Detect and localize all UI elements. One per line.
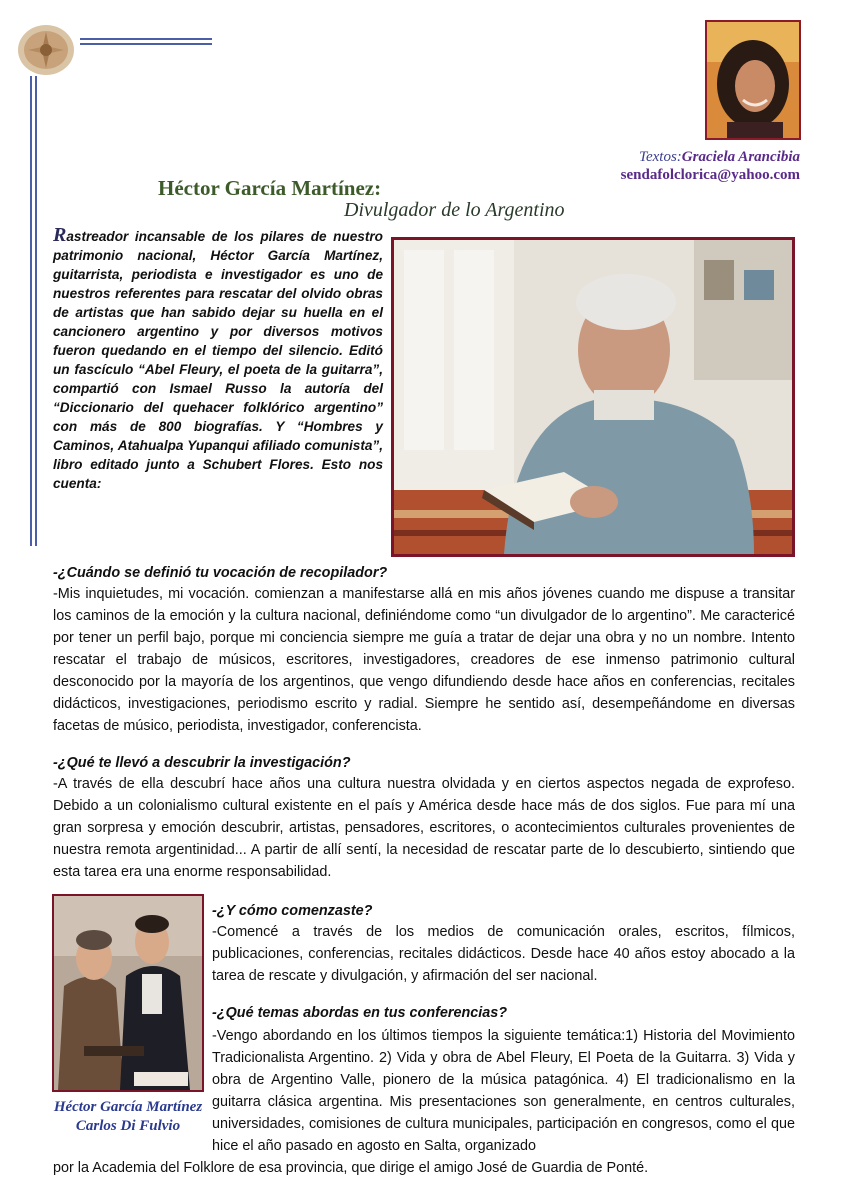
- question-text: -¿Cuándo se definió tu vocación de recopilador?: [53, 565, 388, 581]
- qa-block: [53, 563, 795, 737]
- qa-block: [212, 901, 795, 987]
- header-rule: [80, 43, 212, 45]
- secondary-photo: [52, 894, 204, 1092]
- answer-text-continued: por la Academia del Folklore de esa provincia, que dirige el amigo José de Guardia de Ponté.: [53, 1160, 649, 1176]
- caption-line: Héctor García Martínez: [53, 1099, 203, 1115]
- question-text: -¿Y cómo comenzaste?: [212, 903, 373, 919]
- answer-text: -A través de ella descubrí hace años una cultura nuestra olvidada y en ciertos aspectos negada de exprofeso. Debido a un colonialismo cultural existente en el país y América desde hace más de dos siglos. Fue para mí una gran sorpresa y emoción descubrir, artistas, pensadores, escritores, o acontecimientos culturales provenientes de nuestra remota argentinidad... A partir de allí sentí, la necesidad de rescatar parte de lo descubierto, sintiendo que esta tarea era una enorme responsabilidad.: [53, 776, 795, 880]
- qa-block: [212, 1003, 795, 1023]
- question-text: -¿Qué temas abordas en tus conferencias?: [212, 1005, 508, 1021]
- margin-rule: [30, 76, 32, 546]
- main-photo: [391, 237, 795, 557]
- qa-block: [53, 753, 795, 883]
- credit-label: Textos:: [639, 149, 682, 165]
- drop-cap: R: [53, 224, 67, 246]
- caption-line: Carlos Di Fulvio: [75, 1118, 181, 1134]
- intro-text: astreador incansable de los pilares de nuestro patrimonio nacional, Héctor García Martínez, guitarrista, periodista e investigador es uno de nuestros referentes para rescatar del olvido obras de artistas que han sabido dejar su huella en el cancionero argentino y por diversos motivos fueron quedando en el tiempo del silencio. Editó un fascículo “Abel Fleury, el poeta de la guitarra”, compartió con Ismael Russo la autoría del “Diccionario del quehacer folklórico argentino” con más de 800 biografías. Y “Hombres y Caminos, Atahualpa Yupanqui afiliado comunista”, libro editado junto a Schubert Flores. Esto nos cuenta:: [53, 229, 383, 491]
- margin-rule: [35, 76, 37, 546]
- answer-text: -Mis inquietudes, mi vocación. comienzan a manifestarse allá en mis años jóvenes cuando me dispuse a transitar los caminos de la emoción y la cultura nacional, definiéndome como “un divulgador de lo argentino”. Me caractericé por tener un perfil bajo, porque mi conciencia siempre me guía a tratar de dejar una obra y no un nombre. Intento rescatar el trabajo de músicos, escritores, investigadores, creadores de ese inmenso patrimonio cultural desconocido por la mayoría de los argentinos, que vengo difundiendo desde hace años en conferencias, recitales didácticos, investigaciones, periodismo escrito y radial. Siempre he sentido así, desempeñándome en diversas facetas de músico, periodista, investigador, conferencista.: [53, 586, 795, 734]
- question-text: -¿Qué te llevó a descubrir la investigación?: [53, 755, 351, 771]
- author-credit: [621, 148, 800, 184]
- author-photo: [705, 20, 801, 140]
- author-email[interactable]: sendafolclorica@yahoo.com: [620, 167, 800, 183]
- article-subtitle: Divulgador de lo Argentino: [344, 199, 565, 221]
- header-rule: [80, 38, 212, 40]
- intro-paragraph: [53, 226, 383, 493]
- shell-logo-icon: [14, 22, 78, 78]
- article-title: Héctor García Martínez:: [158, 176, 382, 200]
- credit-name: Graciela Arancibia: [681, 149, 800, 165]
- answer-text: -Comencé a través de los medios de comunicación orales, escritos, fílmicos, publicaciones, conferencias, recitales didácticos. Desde hace 40 años estoy abocado a la tarea de rescate y divulgación, y afirmación del ser nacional.: [212, 924, 795, 984]
- answer-text: -Vengo abordando en los últimos tiempos la siguiente temática:1) Historia del Movimiento Tradicionalista Argentino. 2) Vida y obra de Abel Fleury, El Poeta de la Guitarra. 3) Vida y obra de Argentino Valle, pionero de la música patagónica. 4) El tradicionalismo en la guitarra clásica argentina. Mis presentaciones son generalmente, en centros culturales, universidades, comisiones de cultura municipales, participación en congresos, como el que hice el año pasado en agosto en Salta, organizado: [212, 1028, 795, 1154]
- photo-caption: [28, 1098, 228, 1136]
